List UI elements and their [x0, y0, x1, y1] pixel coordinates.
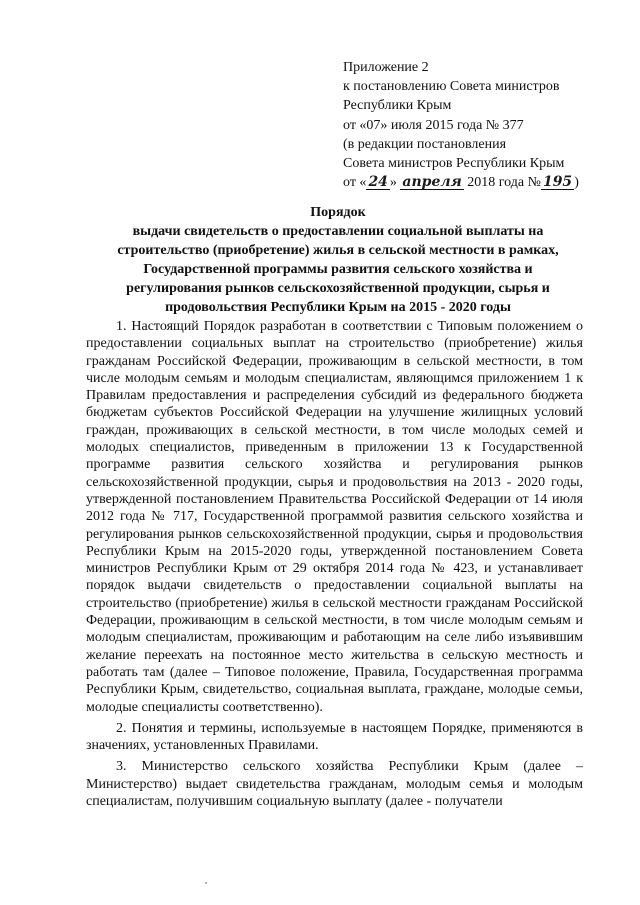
handwritten-month: апреля — [402, 174, 462, 191]
header-line-amendment-date — [343, 173, 633, 192]
title-subtitle: выдачи свидетельств о предоставлении социальной выплаты на строительство (приобретение) жилья в сельской местности в рамках, Государственной программы развития сельского хозяйства и регулирования рынков сельскохозяйственной продукции, сырья и продовольствия Республики Крым на 2015 - 2020 годы — [117, 224, 559, 315]
header-line-date: от «07» июля 2015 года № 377 — [343, 117, 524, 133]
document-header — [343, 58, 633, 192]
paragraph-3: 3. Министерство сельского хозяйства Республики Крым (далее – Министерство) выдает свидетельства гражданам, молодым семья и молодым специалистам, получившим социальную выплату (далее - получатели — [86, 759, 583, 810]
amendment-date-mid: » — [389, 175, 397, 191]
amendment-date-year: 2018 года № — [467, 175, 541, 191]
header-line-appendix: Приложение 2 — [343, 60, 429, 75]
header-line-resolution: к постановлению Совета министров — [343, 79, 560, 95]
header-line-edition: (в редакции постановления — [343, 136, 507, 152]
header-line-council: Совета министров Республики Крым — [343, 156, 565, 172]
document-body — [86, 318, 583, 814]
header-line-republic: Республики Крым — [343, 98, 452, 114]
handwritten-day: 24 — [368, 174, 388, 191]
paragraph-1: 1. Настоящий Порядок разработан в соответствии с Типовым положением о предоставлении социальных выплат на строительство (приобретение) жилья гражданам Российской Федерации, проживающим в сельской местности, в том числе молодым семьям и молодым специалистам, являющимся приложением 1 к Правилам предоставления и распределения субсидий из федерального бюджета бюджетам субъектов Российской Федерации на улучшение жилищных условий граждан, проживающих в сельской местности, в том числе молодых семей и молодых специалистов, приведенным в приложении 13 к Государственной программе развития сельского хозяйства и регулирования рынков сельскохозяйственной продукции, сырья и продовольствия на 2013 - 2020 годы, утвержденной постановлением Правительства Российской Федерации от 14 июля 2012 года № 717, Государственной программой развития сельского хозяйства и регулирования рынков сельскохозяйственной продукции, сырья и продовольствия Республики Крым на 2015-2020 годы, утвержденной постановлением Совета министров Республики Крым от 29 октября 2014 года № 423, и устанавливает порядок выдачи свидетельств о предоставлении социальной выплаты на строительство (приобретение) жилья в сельской местности гражданам Российской Федерации, проживающим в сельской местности, в том числе молодым семьям и молодым специалистам, проживающим и работающим на селе либо изъявившим желание переехать на постоянное место жительства в сельскую местность и работать там (далее – Типовое положение, Правила, Государственная программа Республики Крым, свидетельство, социальная выплата, граждане, молодые семьи, молодые специалисты соответственно). — [86, 319, 583, 715]
title-heading: Порядок — [310, 205, 366, 220]
paragraph-2: 2. Понятия и термины, используемые в настоящем Порядке, применяются в значениях, установленных Правилами. — [86, 720, 583, 754]
scan-speck — [205, 882, 207, 884]
amendment-date-close: ) — [574, 175, 579, 191]
amendment-date-prefix: от « — [343, 175, 367, 191]
handwritten-number: 195 — [542, 174, 573, 191]
document-title — [100, 203, 576, 317]
